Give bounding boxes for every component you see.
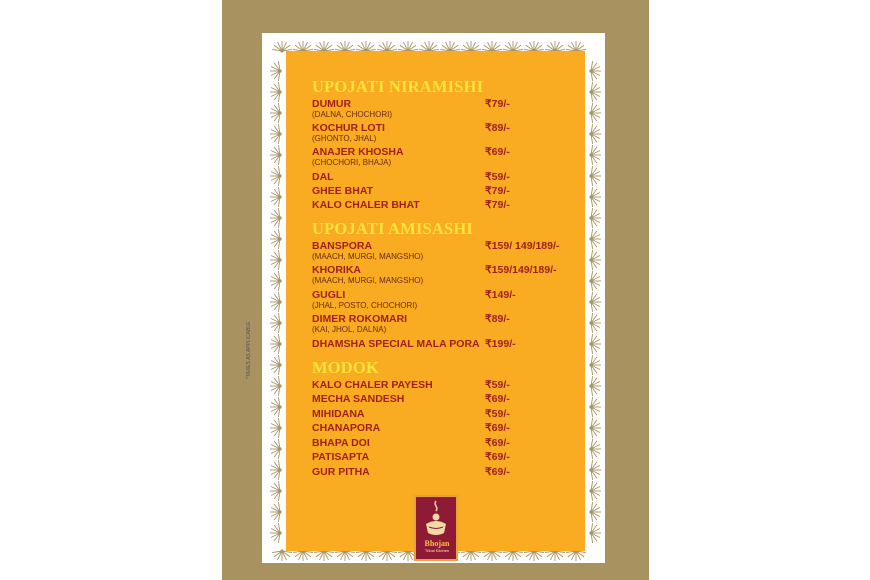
border-motif xyxy=(270,376,282,396)
menu-item-desc: (DALNA, CHOCHORI) xyxy=(312,110,393,119)
menu-item-name: MECHA SANDESH xyxy=(312,393,405,405)
border-motif xyxy=(589,439,601,459)
logo-tagline: Tribal Kitchen xyxy=(424,548,450,553)
menu-item-price: ₹79/- xyxy=(485,98,510,110)
menu-item-name: GHEE BHAT xyxy=(312,185,374,197)
border-motif xyxy=(270,229,282,249)
cooking-pot-icon xyxy=(416,497,456,539)
border-motif xyxy=(589,187,601,207)
border-motif xyxy=(270,250,282,270)
menu-item-price: ₹69/- xyxy=(485,466,510,478)
border-motif xyxy=(377,549,397,561)
border-motif xyxy=(589,229,601,249)
border-motif xyxy=(270,208,282,228)
menu-item-name: MIHIDANA xyxy=(312,408,365,420)
border-motif xyxy=(270,145,282,165)
menu-item-price: ₹149/- xyxy=(485,289,516,301)
border-motif xyxy=(356,549,376,561)
border-motif xyxy=(503,549,523,561)
border-motif xyxy=(589,460,601,480)
border-motif xyxy=(270,460,282,480)
border-motif xyxy=(589,523,601,543)
menu-item-price: ₹159/149/189/- xyxy=(485,264,557,276)
border-motif xyxy=(589,292,601,312)
menu-item-desc: (MAACH, MURGI, MANGSHO) xyxy=(312,252,424,261)
menu-item-desc: (JHAL, POSTO, CHOCHORI) xyxy=(312,301,418,310)
border-motif xyxy=(270,313,282,333)
border-motif xyxy=(270,271,282,291)
border-motif xyxy=(589,103,601,123)
border-motif xyxy=(270,439,282,459)
menu-item-name: BHAPA DOI xyxy=(312,437,370,449)
border-motif xyxy=(270,334,282,354)
border-motif xyxy=(314,549,334,561)
restaurant-logo xyxy=(414,495,458,561)
menu-item-price: ₹59/- xyxy=(485,171,510,183)
border-motif xyxy=(335,549,355,561)
border-motif xyxy=(589,397,601,417)
border-motif xyxy=(545,549,565,561)
border-motif xyxy=(270,103,282,123)
menu-item-price: ₹59/- xyxy=(485,379,510,391)
menu-item-price: ₹79/- xyxy=(485,185,510,197)
border-motif xyxy=(566,549,586,561)
menu-item-name: KHORIKA xyxy=(312,264,361,276)
menu-item-price: ₹69/- xyxy=(485,393,510,405)
menu-item-price: ₹89/- xyxy=(485,122,510,134)
menu-item-desc: (MAACH, MURGI, MANGSHO) xyxy=(312,276,424,285)
border-motif xyxy=(524,549,544,561)
menu-item-name: BANSPORA xyxy=(312,240,373,252)
border-motif xyxy=(270,355,282,375)
menu-item-price: ₹79/- xyxy=(485,199,510,211)
menu-item-name: DAL xyxy=(312,171,334,183)
menu-item-price: ₹69/- xyxy=(485,422,510,434)
section-title-modok: MODOK xyxy=(312,358,379,377)
menu-item-desc: (GHONTO, JHAL) xyxy=(312,134,377,143)
menu-item-price: ₹59/- xyxy=(485,408,510,420)
border-motif xyxy=(270,292,282,312)
border-motif xyxy=(270,481,282,501)
border-motif xyxy=(589,502,601,522)
border-motif xyxy=(589,124,601,144)
border-motif xyxy=(589,355,601,375)
border-motif xyxy=(482,549,502,561)
menu-item-name: DIMER ROKOMARI xyxy=(312,313,408,325)
tax-note: *TAXES AS APPLICABLE xyxy=(246,321,252,379)
border-motif xyxy=(589,82,601,102)
border-motif xyxy=(461,549,481,561)
border-motif xyxy=(270,418,282,438)
border-motif xyxy=(293,549,313,561)
border-motif xyxy=(589,271,601,291)
border-motif xyxy=(589,166,601,186)
border-motif xyxy=(589,313,601,333)
border-motif xyxy=(270,61,282,81)
menu-item-price: ₹69/- xyxy=(485,146,510,158)
border-motif xyxy=(270,523,282,543)
menu-item-price: ₹89/- xyxy=(485,313,510,325)
menu-item-name: KOCHUR LOTI xyxy=(312,122,385,134)
menu-item-name: GUR PITHA xyxy=(312,466,370,478)
border-motif xyxy=(270,166,282,186)
menu-item-price: ₹199/- xyxy=(485,338,516,350)
menu-item-name: PATISAPTA xyxy=(312,451,370,463)
menu-item-desc: (KAI, JHOL, DALNA) xyxy=(312,325,387,334)
border-motif xyxy=(270,397,282,417)
menu-item-name: GUGLI xyxy=(312,289,346,301)
menu-item-price: ₹159/ 149/189/- xyxy=(485,240,560,252)
border-motif xyxy=(270,82,282,102)
border-motif xyxy=(589,481,601,501)
border-motif xyxy=(272,549,292,561)
menu-item-name: DHAMSHA SPECIAL MALA PORA xyxy=(312,338,480,350)
border-motif xyxy=(270,502,282,522)
border-motif xyxy=(589,418,601,438)
border-motif xyxy=(589,376,601,396)
menu-item-name: DUMUR xyxy=(312,98,352,110)
border-motif xyxy=(589,208,601,228)
logo-name: Bhojan xyxy=(424,539,450,548)
section-title-amisashi: UPOJATI AMISASHI xyxy=(312,219,474,238)
section-title-niramishi: UPOJATI NIRAMISHI xyxy=(312,77,484,96)
menu-item-price: ₹69/- xyxy=(485,451,510,463)
border-motif xyxy=(589,334,601,354)
border-motif xyxy=(589,250,601,270)
menu-item-name: CHANAPORA xyxy=(312,422,381,434)
menu-item-desc: (CHOCHORI, BHAJA) xyxy=(312,158,392,167)
menu-item-name: KALO CHALER PAYESH xyxy=(312,379,433,391)
border-motif xyxy=(589,145,601,165)
menu-item-name: ANAJER KHOSHA xyxy=(312,146,404,158)
menu-item-name: KALO CHALER BHAT xyxy=(312,199,420,211)
menu-item-price: ₹69/- xyxy=(485,437,510,449)
border-motif xyxy=(589,61,601,81)
border-motif xyxy=(270,187,282,207)
border-motif xyxy=(270,124,282,144)
